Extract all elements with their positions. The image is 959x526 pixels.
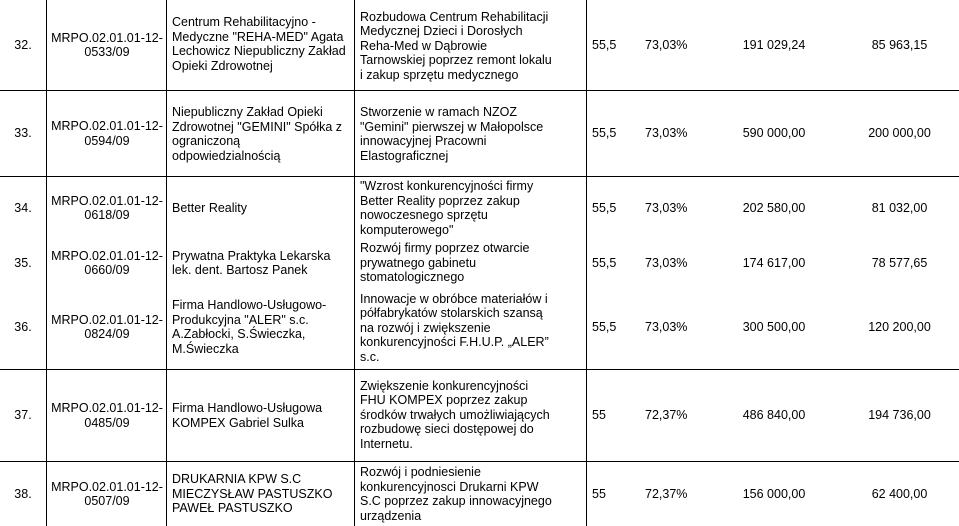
total-cost: 174 617,00	[742, 255, 806, 270]
beneficiary-text: Niepubliczny Zakład Opieki Zdrowotnej "GEMINI" Spółka z ograniczoną odpowiedzialnością	[172, 105, 343, 163]
project-code	[47, 239, 167, 287]
beneficiary-text: Firma Handlowo-Usługowa KOMPEX Gabriel Sulka	[172, 401, 323, 430]
score-percent: 72,37%	[645, 486, 688, 501]
score-percent: 73,03%	[645, 37, 688, 52]
beneficiary-text: DRUKARNIA KPW S.C MIECZYSŁAW PASTUSZKO PAWEŁ PASTUSZKO	[172, 472, 333, 516]
row-divider	[0, 176, 959, 177]
project-code-prefix: MRPO.02.01.01-12-	[51, 30, 163, 45]
project-code-prefix: MRPO.02.01.01-12-	[51, 248, 163, 263]
project-title	[360, 239, 580, 287]
project-code-suffix: 0660/09	[84, 263, 130, 277]
project-code-prefix: MRPO.02.01.01-12-	[51, 479, 163, 494]
project-code-prefix: MRPO.02.01.01-12-	[51, 119, 163, 133]
row-number: 36.	[14, 319, 32, 334]
column-divider	[354, 0, 355, 526]
beneficiary-name	[172, 239, 350, 287]
row-number: 37.	[14, 408, 32, 423]
score-points: 55,5	[592, 200, 617, 215]
project-code-suffix: 0533/09	[84, 45, 130, 59]
project-title-text: Rozwój firmy poprzez otwarcie prywatnego gabinetu stomatologicznego	[360, 241, 530, 285]
project-title-text: Zwiększenie konkurencyjności FHU KOMPEX poprzez zakup środków trwałych umożliwiających rozbudowę sieci dostępowej do Internetu.	[360, 378, 550, 451]
project-code-prefix: MRPO.02.01.01-12-	[51, 401, 163, 415]
score-percent: 73,03%	[645, 255, 688, 270]
project-title	[360, 289, 580, 367]
total-cost: 590 000,00	[742, 126, 806, 141]
total-cost: 300 500,00	[742, 319, 806, 334]
grant-amount: 200 000,00	[868, 126, 931, 141]
score-points: 55,5	[592, 255, 617, 270]
score-points: 55	[592, 486, 606, 501]
project-code-suffix: 0594/09	[84, 133, 130, 148]
project-code-suffix: 0618/09	[84, 208, 130, 222]
score-points: 55,5	[592, 37, 617, 52]
project-title-text: "Wzrost konkurencyjności firmy Better Reality poprzez zakup nowoczesnego sprzętu komputerowego"	[360, 179, 534, 237]
beneficiary-name	[172, 291, 350, 363]
beneficiary-text: Better Reality	[172, 200, 248, 215]
project-code	[47, 0, 167, 90]
total-cost: 202 580,00	[742, 200, 806, 215]
row-number: 34.	[14, 200, 32, 215]
total-cost: 486 840,00	[742, 408, 806, 423]
project-title	[360, 462, 580, 526]
beneficiary-text: Centrum Rehabilitacyjno - Medyczne "REHA-MED" Agata Lechowicz Niepubliczny Zakład Opieki Zdrowotnej	[172, 15, 346, 73]
project-title	[360, 98, 580, 170]
project-code	[47, 370, 167, 461]
row-number: 38.	[14, 486, 32, 501]
column-divider	[586, 0, 587, 526]
row-number: 32.	[14, 37, 32, 52]
beneficiary-text: Firma Handlowo-Usługowo- Produkcyjna "ALER" s.c. A.Zabłocki, S.Świeczka, M.Świeczka	[172, 298, 327, 356]
project-code-suffix: 0485/09	[84, 415, 130, 430]
project-title-text: Stworzenie w ramach NZOZ "Gemini" pierwszej w Małopolsce innowacyjnej Pracowni Elastograficznej	[360, 105, 544, 163]
beneficiary-text: Prywatna Praktyka Lekarska lek. dent. Bartosz Panek	[172, 248, 331, 277]
grant-amount: 194 736,00	[868, 408, 931, 423]
score-percent: 73,03%	[645, 126, 688, 141]
grant-amount: 62 400,00	[871, 486, 928, 501]
project-code-prefix: MRPO.02.01.01-12-	[51, 193, 163, 208]
beneficiary-name	[172, 462, 350, 526]
row-number: 33.	[14, 126, 32, 141]
project-code	[47, 462, 167, 526]
total-cost: 156 000,00	[742, 486, 806, 501]
project-code	[47, 178, 167, 238]
project-title-text: Rozwój i podniesienie konkurencyjnosci Drukarni KPW S.C poprzez zakup innowacyjnego urządzenia	[360, 465, 552, 523]
score-percent: 72,37%	[645, 408, 688, 423]
grant-amount: 120 200,00	[868, 319, 931, 334]
score-percent: 73,03%	[645, 319, 688, 334]
score-percent: 73,03%	[645, 200, 688, 215]
total-cost: 191 029,24	[742, 37, 806, 52]
project-code	[47, 289, 167, 365]
project-title	[360, 374, 580, 456]
beneficiary-name	[172, 370, 350, 461]
project-title	[360, 6, 580, 86]
beneficiary-name	[172, 178, 350, 238]
grant-amount: 85 963,15	[871, 37, 928, 52]
row-number: 35.	[14, 255, 32, 270]
beneficiary-name	[172, 98, 350, 170]
project-code-suffix: 0824/09	[84, 327, 130, 341]
grant-amount: 78 577,65	[871, 255, 928, 270]
project-code-prefix: MRPO.02.01.01-12-	[51, 312, 163, 327]
grant-amount: 81 032,00	[871, 200, 928, 215]
project-code	[47, 91, 167, 176]
score-points: 55	[592, 408, 606, 423]
project-title	[360, 178, 580, 238]
project-title-text: Rozbudowa Centrum Rehabilitacji Medycznej Dzieci i Dorosłych Reha-Med w Dąbrowie Tarnowskiej poprzez remont lokalu i zakup sprzętu medycznego	[360, 9, 552, 82]
score-points: 55,5	[592, 126, 617, 141]
project-code-suffix: 0507/09	[84, 494, 130, 508]
beneficiary-name	[172, 6, 350, 82]
project-title-text: Innowacje w obróbce materiałów i półfabrykatów stolarskich szansą na rozwój i zwiększenie konkurencyjności F.H.U.P. „ALER” s.c.	[360, 291, 549, 364]
score-points: 55,5	[592, 319, 617, 334]
